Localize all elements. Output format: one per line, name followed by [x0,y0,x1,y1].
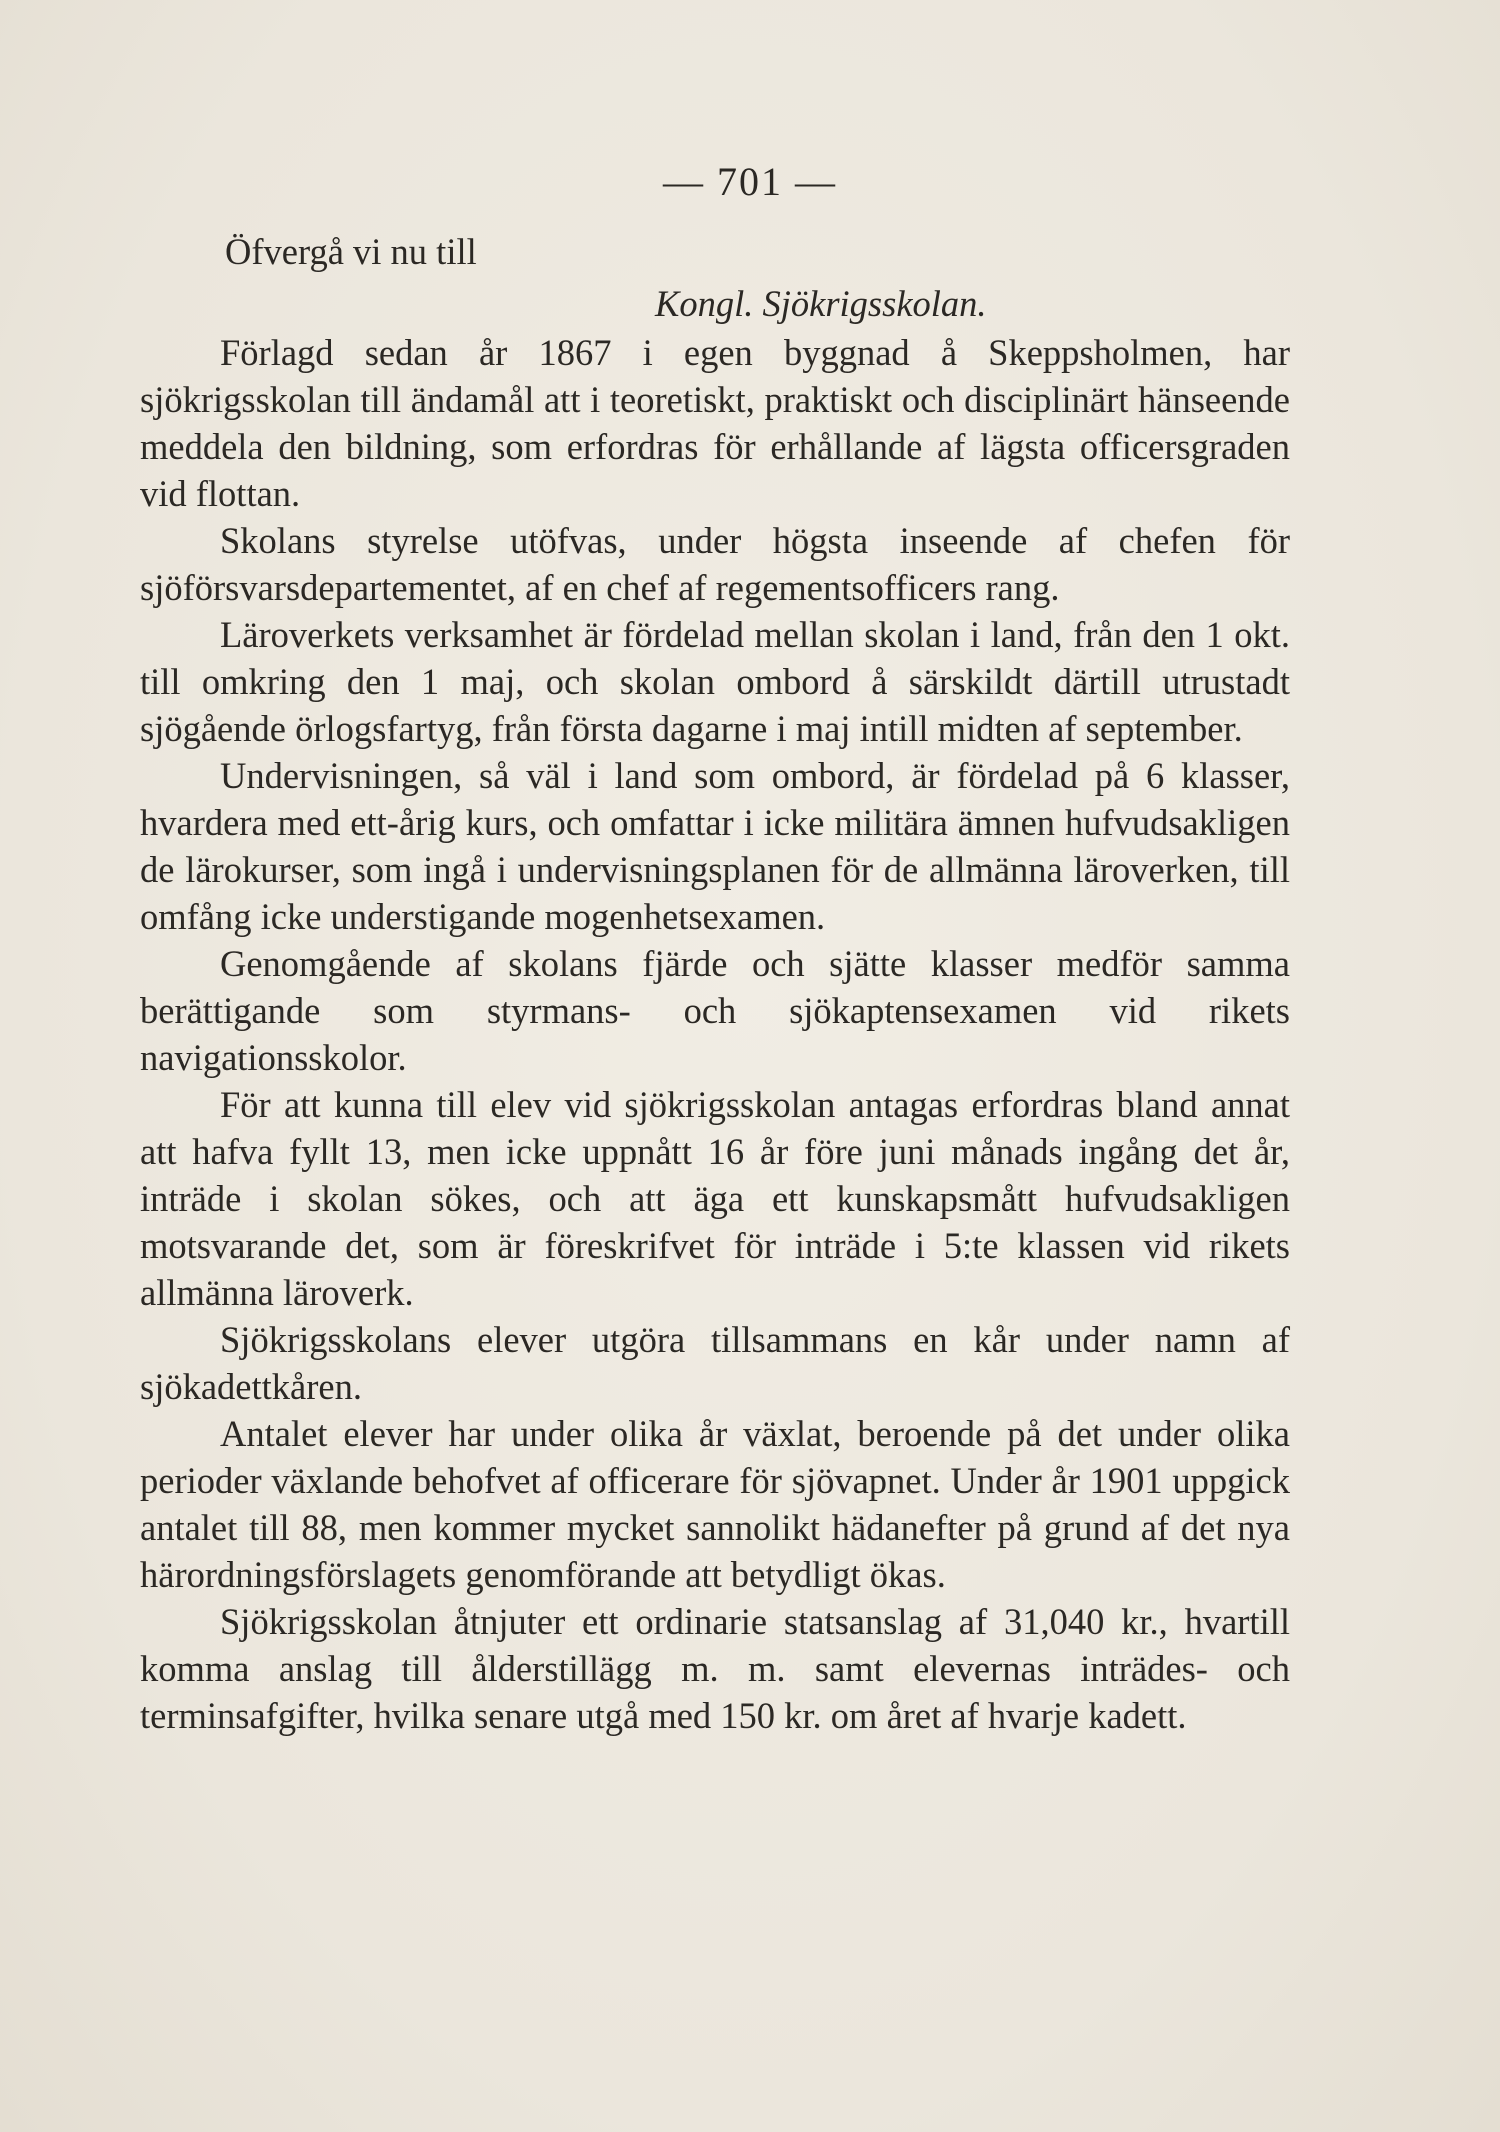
paragraph-schedule: Läroverkets verksamhet är fördelad mellan skolan i land, från den 1 okt. till omkring den 1 maj, och skolan ombord å särskildt därtill utrustadt sjögående örlogsfartyg, från första dagarne i maj intill midten af september. [140,614,1290,749]
paragraph-funding: Sjökrigsskolan åtnjuter ett ordinarie statsanslag af 31,040 kr., hvartill komma anslag till ålderstillägg m. m. samt elevernas inträdes- och terminsafgifter, hvilka senare utgå med 150 kr. om året af hvarje kadett. [140,1601,1290,1736]
page-number: — 701 — [663,159,837,204]
paragraph-admission: För att kunna till elev vid sjökrigsskolan antagas erfordras bland annat att hafva fyllt 13, men icke uppnått 16 år före juni månads ingång det år, inträde i skolan sökes, och att äga ett kunskapsmått hufvudsakligen motsvarande det, som är föreskrifvet för inträde i 5:te klassen vid rikets allmänna läroverk. [140,1084,1290,1313]
intro-line: Öfvergå vi nu till [225,231,477,272]
paragraph-cadet-corps: Sjökrigsskolans elever utgöra tillsammans en kår under namn af sjökadettkåren. [140,1319,1290,1407]
paragraph-enrollment: Antalet elever har under olika år växlat, beroende på det under olika perioder växlande behofvet af officerare för sjövapnet. Under år 1901 uppgick antalet till 88, men kommer mycket sannolikt hädanefter på grund af det nya härordningsförslagets genomförande att betydligt ökas. [140,1413,1290,1595]
paragraph-curriculum: Undervisningen, så väl i land som ombord, är fördelad på 6 klasser, hvardera med ett-årig kurs, och omfattar i icke militära ämnen hufvudsakligen de lärokurser, som ingå i undervisningsplanen för de allmänna läroverken, till omfång icke understigande mogenhetsexamen. [140,755,1290,937]
paragraph-qualification: Genomgående af skolans fjärde och sjätte klasser medför samma berättigande som styrmans- och sjökaptensexamen vid rikets navigationsskolor. [140,943,1290,1078]
page-body [140,228,1290,1739]
section-heading: Kongl. Sjökrigsskolan. [655,283,987,324]
paragraph-founding: Förlagd sedan år 1867 i egen byggnad å Skeppsholmen, har sjökrigsskolan till ändamål att i teoretiskt, praktiskt och disciplinärt hänseende meddela den bildning, som erfordras för erhållande af lägsta officersgraden vid flottan. [140,332,1290,514]
paragraph-governance: Skolans styrelse utöfvas, under högsta inseende af chefen för sjöförsvarsdepartementet, af en chef af regementsofficers rang. [140,520,1290,608]
